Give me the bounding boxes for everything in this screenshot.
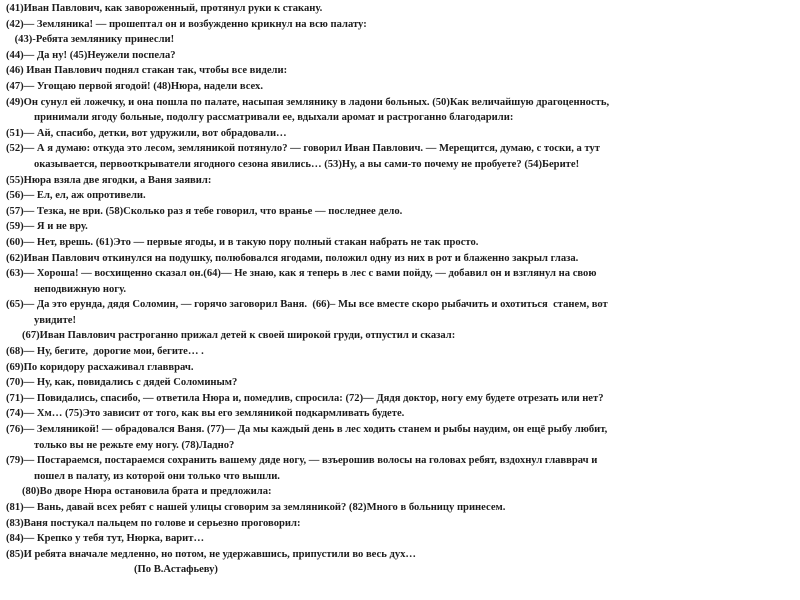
text-line-69: (69)По коридору расхаживал главврач. [6, 361, 194, 373]
text-line-43: (43)-Ребята землянику принесли! [12, 34, 175, 46]
text-line-49-cont: принимали ягоду больные, подолгу рассматривали ее, вдыхали аромат и растроганно благодарили: [34, 112, 514, 124]
text-line-68: (68)— Ну, бегите, дорогие мои, бегите… . [6, 346, 204, 358]
text-line-80: (80)Во дворе Нюра остановила брата и предложила: [22, 486, 272, 498]
text-line-60: (60)— Нет, врешь. (61)Это — первые ягоды, и в такую пору полный стакан набрать не так просто. [6, 236, 479, 248]
text-line-51: (51)— Ай, спасибо, детки, вот удружили, вот обрадовали… [6, 127, 287, 139]
text-line-56: (56)— Ел, ел, аж опротивели. [6, 190, 146, 202]
text-line-52-cont: оказывается, первооткрыватели ягодного сезона явились… (53)Ну, а вы сами-то почему не пробуете? (54)Берите! [34, 158, 580, 170]
text-line-41: (41)Иван Павлович, как завороженный, протянул руки к стакану. [6, 3, 323, 14]
text-line-70: (70)— Ну, как, повидались с дядей Соломиным? [6, 377, 238, 389]
text-line-71: (71)— Повидались, спасибо, — ответила Нюра и, помедлив, спросила: (72)— Дядя доктор, ногу ему будете отрезать или нет? [6, 392, 604, 404]
text-line-59: (59)— Я и не вру. [6, 221, 88, 233]
text-line-76-cont: только вы не режьте ему ногу. (78)Ладно? [34, 439, 235, 451]
text-line-49: (49)Он сунул ей ложечку, и она пошла по палате, насыпая землянику в ладони больных. (50)Как величайшую драгоценность, [6, 96, 610, 108]
text-line-63-cont: неподвижную ногу. [34, 283, 127, 295]
text-line-65-cont: увидите! [34, 314, 77, 326]
text-line-65: (65)— Да это ерунда, дядя Соломин, — горячо заговорил Ваня. (66)– Мы все вместе скоро рыбачить и охотиться станем, вот [6, 299, 608, 311]
author-attribution: (По В.Астафьеву) [134, 564, 218, 576]
text-line-84: (84)— Крепко у тебя тут, Нюрка, варит… [6, 533, 205, 545]
text-line-81: (81)— Вань, давай всех ребят с нашей улицы сговорим за земляникой? (82)Много в больницу принесем. [6, 502, 506, 513]
text-line-67: (67)Иван Павлович растроганно прижал детей к своей широкой груди, отпустил и сказал: [22, 330, 456, 342]
text-line-46: (46) Иван Павлович поднял стакан так, чтобы все видели: [6, 65, 288, 77]
text-line-85: (85)И ребята вначале медленно, но потом, не удержавшись, припустили во весь дух… [6, 548, 417, 560]
text-line-47: (47)— Угощаю первой ягодой! (48)Нюра, надели всех. [6, 80, 263, 92]
text-line-79: (79)— Постараемся, постараемся сохранить вашему дяде ногу, — взъерошив волосы на головах ребят, вздохнул главврач и [6, 455, 598, 467]
text-line-42: (42)— Земляника! — прошептал он и возбужденно крикнул на всю палату: [6, 18, 367, 30]
text-line-74: (74)— Хм… (75)Это зависит от того, как вы его земляникой подкармливать будете. [6, 408, 405, 420]
text-line-79-cont: пошел в палату, из которой они только что вышли. [34, 470, 280, 482]
text-line-63: (63)— Хороша! — восхищенно сказал он.(64)— Не знаю, как я теперь в лес с вами пойду, — добавил он и взглянул на свою [6, 268, 597, 280]
text-line-62: (62)Иван Павлович откинулся на подушку, полюбовался ягодами, положил одну из них в рот и блаженно закрыл глаза. [6, 252, 579, 264]
text-line-55: (55)Нюра взяла две ягодки, а Ваня заявил: [6, 174, 212, 186]
text-line-76: (76)— Земляникой! — обрадовался Ваня. (77)— Да мы каждый день в лес ходить станем и рыбы наудим, он ещё рыбу любит, [6, 424, 608, 436]
text-line-52: (52)— А я думаю: откуда это лесом, земляникой потянуло? — говорил Иван Павлович. — Мерещится, думаю, с тоски, а тут [6, 143, 601, 155]
text-line-83: (83)Ваня постукал пальцем по голове и серьезно проговорил: [6, 517, 301, 529]
text-line-57: (57)— Тезка, не ври. (58)Сколько раз я тебе говорил, что вранье — последнее дело. [6, 205, 403, 217]
text-line-44: (44)— Да ну! (45)Неужели поспела? [6, 49, 176, 61]
